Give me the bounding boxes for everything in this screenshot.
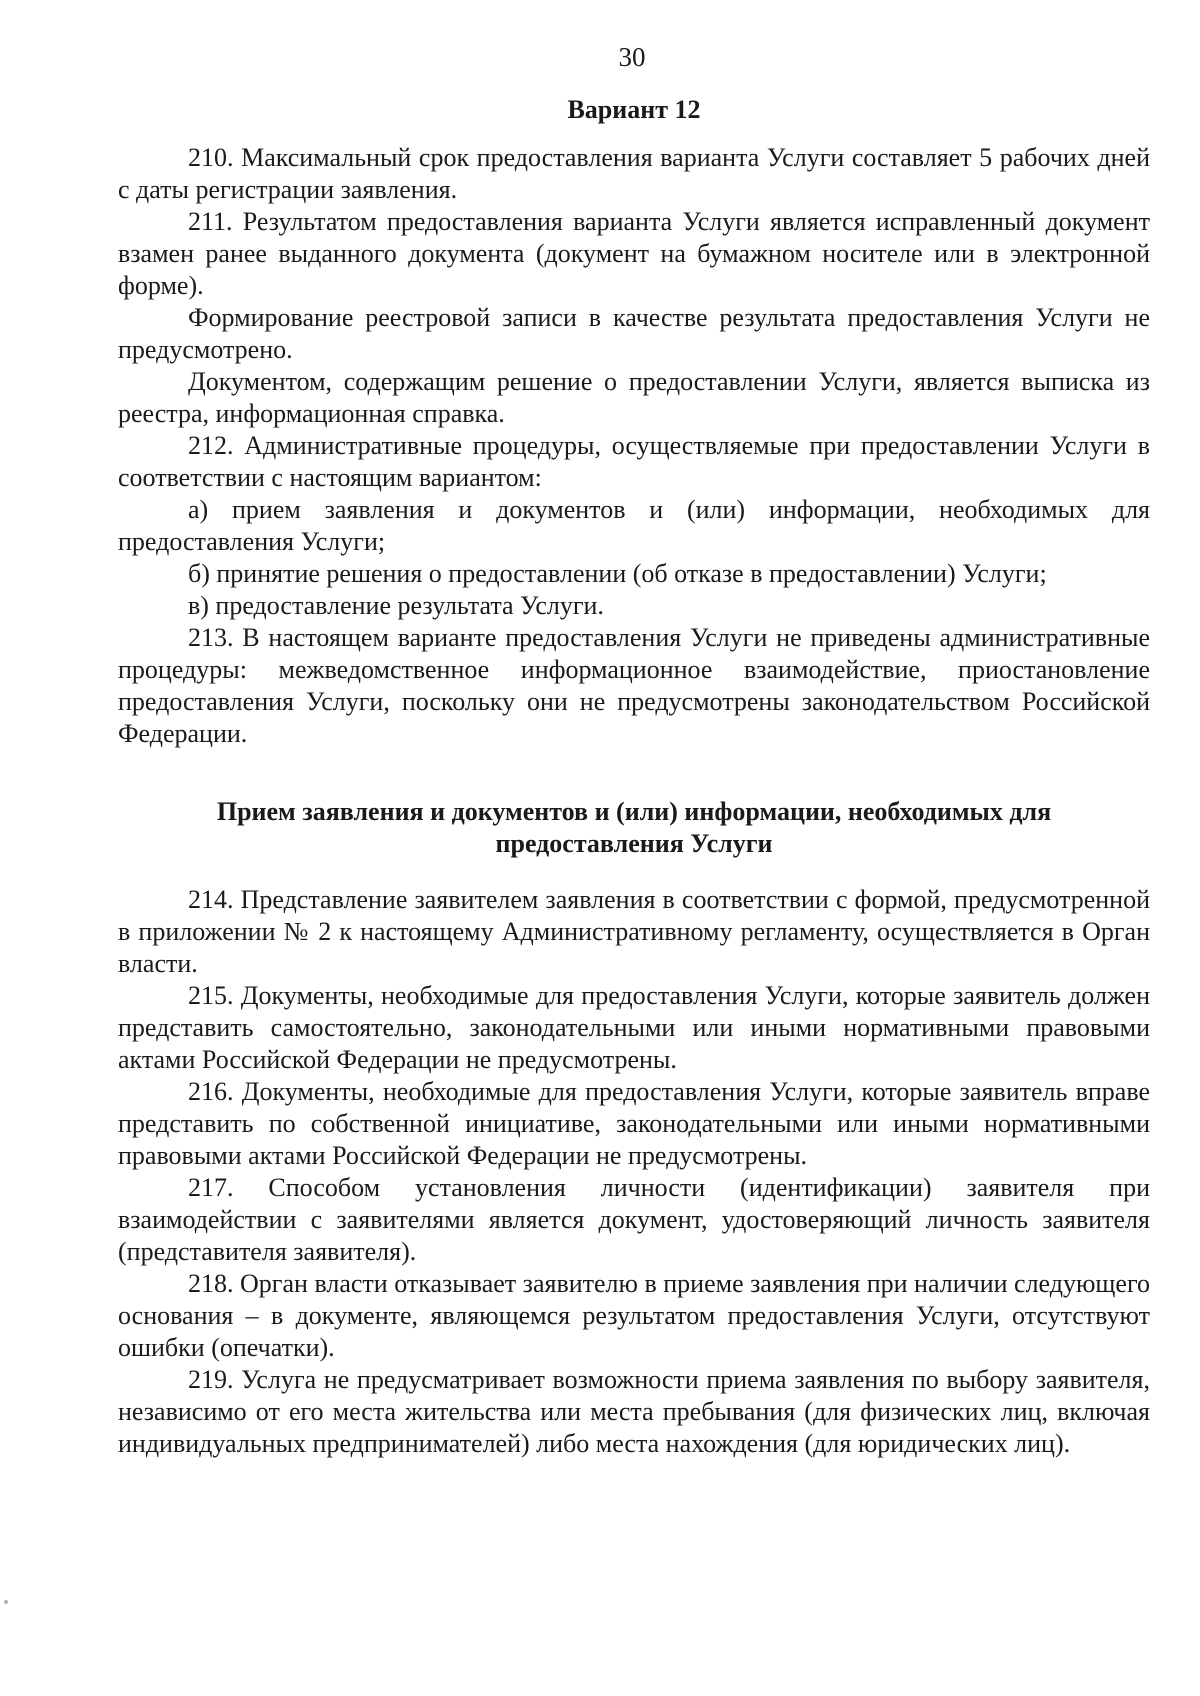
paragraph-213: 213. В настоящем варианте предоставления Услуги не приведены административные процедуры: межведомственное информационное взаимодействие, приостановление предоставления Услуги, поскольку они не предусмотрены законодательством Российской Федерации. — [118, 623, 1150, 748]
list-item-c: в) предоставление результата Услуги. — [188, 591, 604, 620]
paragraph-211: 211. Результатом предоставления варианта Услуги является исправленный документ взамен ранее выданного документа (документ на бумажном носителе или в электронной форме). — [118, 207, 1150, 300]
section-heading: Прием заявления и документов и (или) информации, необходимых для предоставления Услуги — [216, 797, 1052, 858]
list-item-a: а) прием заявления и документов и (или) информации, необходимых для предоставления Услуги; — [118, 495, 1150, 556]
paragraph-212: 212. Административные процедуры, осуществляемые при предоставлении Услуги в соответствии с настоящим вариантом: — [118, 431, 1150, 492]
scan-speck — [4, 1600, 8, 1604]
paragraph-218: 218. Орган власти отказывает заявителю в приеме заявления при наличии следующего основания – в документе, являющемся результатом предоставления Услуги, отсутствуют ошибки (опечатки). — [118, 1269, 1150, 1362]
paragraph-decision-document: Документом, содержащим решение о предоставлении Услуги, является выписка из реестра, информационная справка. — [118, 367, 1150, 428]
paragraph-217: 217. Способом установления личности (идентификации) заявителя при взаимодействии с заявителями является документ, удостоверяющий личность заявителя (представителя заявителя). — [118, 1173, 1150, 1266]
paragraph-210: 210. Максимальный срок предоставления варианта Услуги составляет 5 рабочих дней с даты регистрации заявления. — [118, 143, 1150, 204]
paragraph-215: 215. Документы, необходимые для предоставления Услуги, которые заявитель должен представить самостоятельно, законодательными или иными нормативными правовыми актами Российской Федерации не предусмотрены. — [118, 981, 1150, 1074]
paragraph-219: 219. Услуга не предусматривает возможности приема заявления по выбору заявителя, независимо от его места жительства или места пребывания (для физических лиц, включая индивидуальных предпринимателей) либо места нахождения (для юридических лиц). — [118, 1365, 1150, 1458]
document-body — [118, 94, 1150, 1460]
variant-heading: Вариант 12 — [567, 95, 701, 124]
paragraph-registry-record: Формирование реестровой записи в качестве результата предоставления Услуги не предусмотрено. — [118, 303, 1150, 364]
list-item-b: б) принятие решения о предоставлении (об отказе в предоставлении) Услуги; — [188, 559, 1047, 588]
page-number: 30 — [618, 42, 646, 72]
paragraph-214: 214. Представление заявителем заявления в соответствии с формой, предусмотренной в приложении № 2 к настоящему Административному регламенту, осуществляется в Орган власти. — [118, 885, 1150, 978]
paragraph-216: 216. Документы, необходимые для предоставления Услуги, которые заявитель вправе представить по собственной инициативе, законодательными или иными нормативными правовыми актами Российской Федерации не предусмотрены. — [118, 1077, 1150, 1170]
